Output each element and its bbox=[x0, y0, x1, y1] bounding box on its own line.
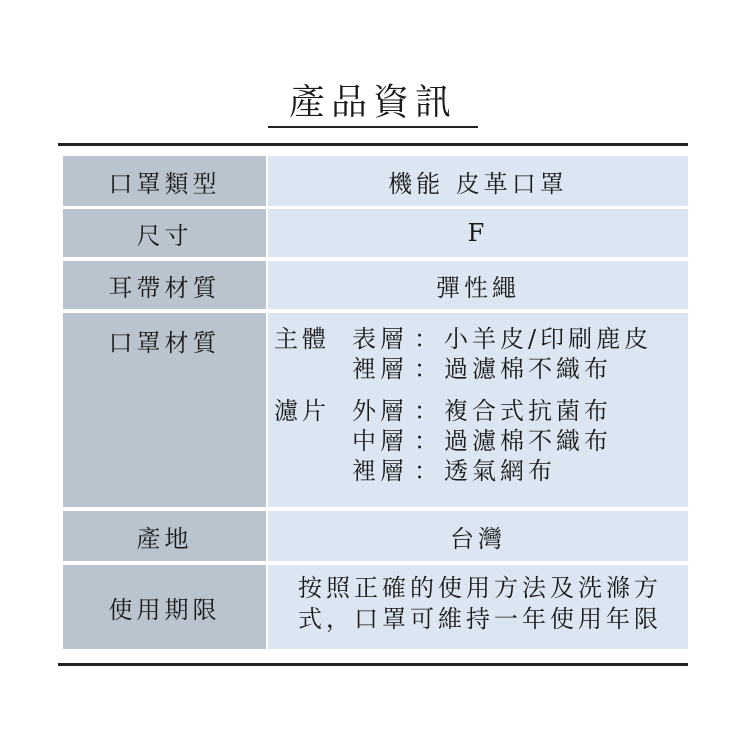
material-body-sep-2: ： bbox=[414, 355, 442, 383]
value-ear-strap: 彈性繩 bbox=[268, 261, 688, 309]
material-filter-text-1: 複合式抗菌布 bbox=[444, 397, 612, 425]
material-filter-layer-2: 中層 bbox=[352, 427, 408, 455]
label-mask-type: 口罩類型 bbox=[63, 156, 266, 206]
page-title: 產品資訊 bbox=[268, 80, 478, 128]
material-filter-sep-3: ： bbox=[414, 457, 442, 485]
value-mask-type: 機能 皮革口罩 bbox=[268, 156, 688, 206]
material-filter-text-2: 過濾棉不織布 bbox=[444, 427, 612, 455]
usage-line-2: 式，口罩可維持一年使用年限 bbox=[298, 605, 662, 633]
material-body-layer-2: 裡層 bbox=[352, 355, 408, 383]
value-material bbox=[268, 313, 688, 507]
material-filter-sep-2: ： bbox=[414, 427, 442, 455]
label-size: 尺寸 bbox=[63, 209, 266, 257]
value-origin: 台灣 bbox=[268, 511, 688, 561]
material-filter-layer-3: 裡層 bbox=[352, 457, 408, 485]
table-bottom-rule bbox=[58, 663, 688, 666]
label-usage: 使用期限 bbox=[63, 565, 266, 649]
value-usage bbox=[268, 565, 688, 649]
material-body-text-1: 小羊皮/印刷鹿皮 bbox=[444, 325, 653, 353]
material-filter-name: 濾片 bbox=[274, 397, 330, 425]
material-body-sep-1: ： bbox=[414, 325, 442, 353]
material-filter-layer-1: 外層 bbox=[352, 397, 408, 425]
material-filter-text-3: 透氣網布 bbox=[444, 457, 556, 485]
material-body-text-2: 過濾棉不織布 bbox=[444, 355, 612, 383]
value-size: F bbox=[268, 209, 688, 257]
material-body-layer-1: 表層 bbox=[352, 325, 408, 353]
label-origin: 產地 bbox=[63, 511, 266, 561]
usage-line-1: 按照正確的使用方法及洗滌方 bbox=[298, 574, 662, 602]
label-material: 口罩材質 bbox=[63, 313, 266, 507]
label-ear-strap: 耳帶材質 bbox=[63, 261, 266, 309]
material-filter-sep-1: ： bbox=[414, 397, 442, 425]
table-top-rule bbox=[58, 143, 688, 146]
material-body-name: 主體 bbox=[274, 325, 330, 353]
